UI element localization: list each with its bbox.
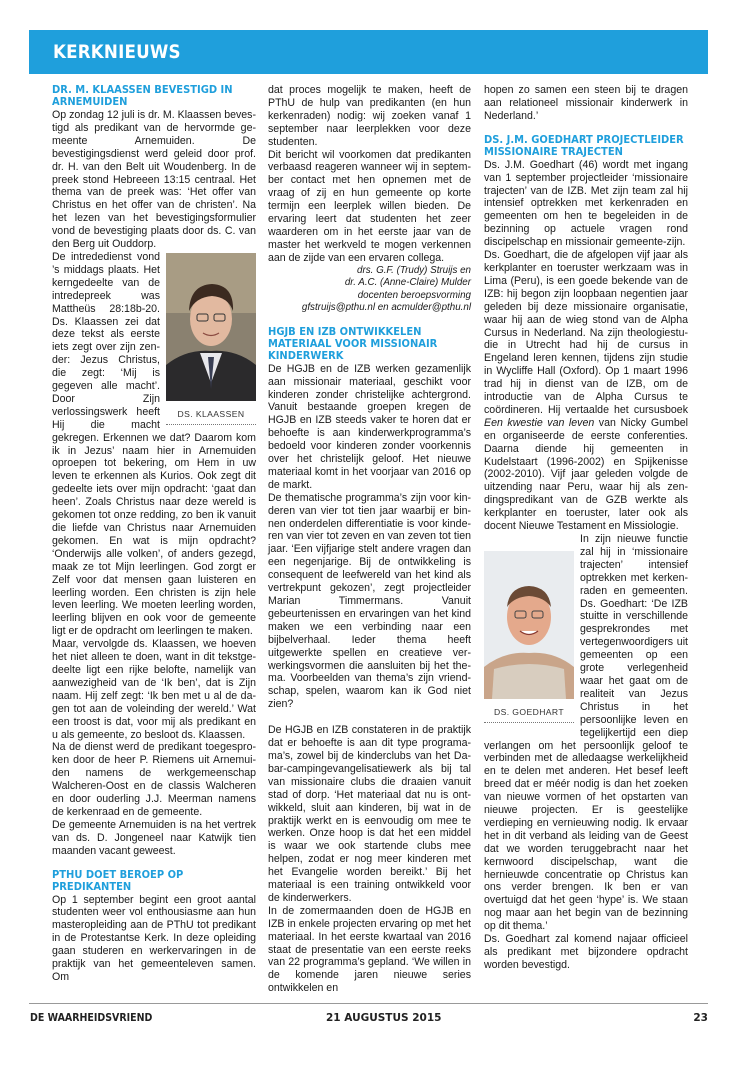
column-3: [484, 84, 688, 972]
article-title-klaassen: DR. M. KLAASSEN BEVESTIGD IN ARNEMUIDEN: [52, 83, 233, 108]
photo-caption-goedhart: DS. GOEDHART: [484, 703, 574, 723]
footer-page-number: 23: [693, 1012, 708, 1024]
text-run: van Nicky Gumbel en organiseerde de eerste conferenties. Daarna diende hij gemeenten in Kudelstaart (1996-2002) en Spijkenisse (2002-2010). Vijf jaar geleden volgde de uitzending naar Peru, waar hij als zendingspredikant van de GZB werkte als kerkplanter en toeruster, later ook als docent Nieuwe Testament en Missiologie.: [484, 416, 688, 533]
portrait-photo-klaassen: [166, 253, 256, 401]
paragraph: In de zomermaanden doen de HGJB en IZB in enkele projecten ervaring op met het materiaal. In het eerste kwartaal van 2016 staat de presentatie van een eerste reeks van 22 programma’s gepland. ‘We willen in de komende jaren nieuwe series ontwikkelen en: [268, 904, 471, 995]
paragraph: Op zondag 12 juli is dr. M. Klaassen bevestigd als predikant van de hervormde gemeente Arnemuiden. De bevestigingsdienst werd geleid door prof. dr. H. van den Belt uit Woudenberg. In de preek stond Hebreeen 13:15 centraal. Het thema van de preek was: ‘Het offer van Christus en het offer van de christen’. Na het lezen van het bevestigingsformulier vond de bevestiging plaats door ds. C. van den Berg uit Ouddorp.: [52, 109, 256, 251]
photo-klaassen-figure: [166, 253, 256, 425]
photo-caption-klaassen: DS. KLAASSEN: [166, 405, 256, 425]
paragraph: De intrededienst vond ’s middags plaats. Het kerngedeelte van de intredepreek was Mattheüs 28:18b-20. Ds. Klaassen zei dat deze tekst als eerste iets zegt over zijn zender: Jezus Christus, die zegt: ‘Mij is gegeven alle macht’. Door Zijn verlossingswerk heeft Hij die macht gekregen. Erkennen we dat? Daarom kom ik in Jezus’ naam hier in Arnemuiden oproepen tot bekering, om Hem in uw leven te erkennen als Kurios. Ook zegt dit gedeelte iets over mijn opdracht: ‘gaat dan heen’. Zoals Christus naar deze wereld is gekomen tot onze redding, zo ben ik vanuit die liefde van Christus naar Arnemuiden gekomen. En wat is mijn opdracht? ‘Onderwijs alle volken’, of anders gezegd, maak ze tot Mijn leerlingen. God zorgt er Zelf voor dat mensen gaan luisteren en leerling worden. Een christen is zijn hele leven leerling. We moeten leerling worden, leerling blijven en ook voor de gemeente ligt er de opdracht om leerlingen te maken.: [52, 250, 256, 638]
paragraph-gap: [268, 711, 471, 724]
article-title-goedhart: DS. J.M. GOEDHART PROJECTLEIDER MISSIONAIRE TRAJECTEN: [484, 132, 684, 158]
paragraph: De HGJB en IZB constateren in de praktijk dat er behoefte is aan dit type programama’s, zowel bij de kinderclubs van het Dabar-campingevangelisatiewerk als bij tal van missionaire clubs die draaien vanuit stad of dorp. ‘Het materiaal dat nu is ontwikkeld, sluit aan kinderen, bij wat in de praktijk werkt en is eenvoudig om mee te werken. Onze hoop is dat het een middel is waar we ook startende clubs mee helpen, zodat er nog meer kinderen met het Evangelie worden bereikt.’ Bij het materiaal is een training ontwikkeld voor de kinderwerkers.: [268, 724, 471, 904]
signature-email: gfstruijs@pthu.nl en acmulder@pthu.nl: [301, 302, 471, 314]
footer-date: 21 AUGUSTUS 2015: [326, 1012, 442, 1024]
paragraph: Maar, vervolgde ds. Klaassen, we hoeven het niet alleen te doen, want in dit tekstgedeelte ligt een rijke belofte, namelijk van aanwezigheid van de ‘Ik ben’, dat is Zijn naam. Hij zelf zegt: ‘Ik ben met u al de dagen tot aan de voleinding der wereld.’ Wat een troost is dat, voor mij als predikant en u als gemeente, zo besloot ds. Klaassen.: [52, 638, 256, 741]
signature-line: docenten beroepsvorming: [357, 289, 471, 301]
paragraph: In zijn nieuwe functie zal hij in ‘missionaire trajecten’ intensief optrekken met kerkenraden en gemeenten. Ds. Goedhart: ‘De IZB stuitte in verschillende gesprekrondes met vertegenwoordigers uit gemeenten op een grote verlegenheid waar het gaat om de realiteit van Jezus Christus in het persoonlijke leven en tegelijkertijd een diep verlangen om het persoonlijk geloof te verbinden met de alledaagse werkelijkheid en te delen met anderen. Het besef leeft breed dat er méér nodig is dan het zoeken van nieuwe vormen of het opstarten van nieuwe projecten. Er is geestelijke verdieping en vernieuwing nodig. Ik ervaar het in dit verband als leiding van de Geest dat we worden teruggebracht naar het kernwoord discipelschap, want die hernieuwde concentratie op Christus kan ons verder brengen. Ik ben er van overtuigd dat het geen ‘hype’ is. We staan nog maar aan het begin van de bezinning op dit thema.’: [484, 533, 688, 933]
paragraph: dat proces mogelijk te maken, heeft de PThU de hulp van predikanten (en hun kerkenraden) nodig: wij zoeken vanaf 1 september naar leerplekken voor deze studenten.: [268, 84, 471, 148]
paragraph: De thematische programma’s zijn voor kinderen van vier tot tien jaar waarbij er binnen onderdelen differentiatie is voor kinderen van vier tot zeven en van zeven tot tien jaar. ‘Een vijfjarige stelt andere vragen dan een negenjarige. Bij de ontwikkeling is consequent de leefwereld van het kind als vertrekpunt gekozen’, zegt projectleider Marian Timmermans. Vanuit gebeurtenissen en ervaringen van het kind maken we een verbinding naar een bijbelverhaal. Ieder thema heeft uitgewerkte spellen en creatieve verwerkingsvormen die aansluiten bij het thema. Voorbeelden van thema’s zijn vriendschap, spelen, waarom kan ik God niet zien?: [268, 491, 471, 711]
paragraph: De gemeente Arnemuiden is na het vertrek van ds. D. Jongeneel naar Katwijk tien maanden vacant geweest.: [52, 818, 256, 857]
signature-line: dr. A.C. (Anne-Claire) Mulder: [344, 277, 471, 289]
signature-line: drs. G.F. (Trudy) Struijs en: [357, 264, 471, 276]
photo-goedhart-figure: [484, 551, 574, 723]
footer-magazine-name: DE WAARHEIDSVRIEND: [30, 1012, 153, 1024]
book-title: Een kwestie van leven: [484, 416, 595, 429]
paragraph: Op 1 september begint een groot aantal studenten weer vol enthousiasme aan hun masteropleiding aan de PThU tot predikant in de Protestantse Kerk. In deze opleiding gaan studeren en werkervaringen in de praktijk van het gemeenteleven samen. Om: [52, 893, 256, 983]
paragraph: Ds. Goedhart zal komend najaar officieel als predikant met bijzondere opdracht worden bevestigd.: [484, 933, 688, 971]
section-title: KERKNIEUWS: [53, 41, 181, 63]
paragraph: Na de dienst werd de predikant toegesproken door de heer P. Riemens uit Arnemuiden namens de werkgemeenschap Walcheren-Oost en de classis Walcheren en door ouderling J.J. Meerman namens de kerkenraad en de gemeente.: [52, 741, 256, 818]
paragraph: [484, 249, 688, 533]
paragraph: De HGJB en de IZB werken gezamenlijk aan missionair materiaal, geschikt voor kinderen zonder christelijke achtergrond. Vanuit bestaande groepen kregen de HGJB en IZB steeds vaker te horen dat er behoefte is aan kinderwerkprogramma’s bedoeld voor kinderen zonder voorkennis over het christelijk geloof. Het nieuwe materiaal komt in het voorjaar van 2016 op de markt.: [268, 362, 471, 491]
article-title-pthu: PTHU DOET BEROEP OP PREDIKANTEN: [52, 867, 184, 893]
footer-divider: [29, 1003, 708, 1004]
paragraph: Ds. J.M. Goedhart (46) wordt met ingang van 1 september projectleider ‘missionaire trajecten’ van de IZB. Met zijn team zal hij intensief optrekken met kerkenraden en gemeenten om hen te begeleiden in de bezinning op actuele vragen rond discipelschap en missionair gemeente-zijn.: [484, 158, 688, 249]
article-title-hgjb-izb: HGJB EN IZB ONTWIKKELEN MATERIAAL VOOR MISSIONAIR KINDERWERK: [268, 324, 438, 362]
text-run: Ds. Goedhart, die de afgelopen vijf jaar als kerkplanter en toeruster werkzaam was in Lima (Peru), is een goede bekende van de IZB: hij begon zijn loopbaan negentien jaar geleden bij deze missionaire organisatie, waar hij aan de wieg stond van de Alpha Cursus in Nederland. Na zijn theologiestudie in Utrecht had hij de cursus in Engeland leren kennen, tijdens zijn studie in Wycliffe Hall (Oxford). Op 1 maart 1996 trad hij in dienst van de IZB, om de introductie van de Alpha Cursus te coördineren. Hij vertaalde het cursusboek: [484, 249, 688, 416]
column-1: [52, 84, 256, 984]
paragraph: hopen zo samen een steen bij te dragen aan relationeel missionair kinderwerk in Nederland.’: [484, 84, 688, 122]
column-2: [268, 84, 471, 995]
paragraph: Dit bericht wil voorkomen dat predikanten verbaasd reageren wanneer wij in september contact met hen opnemen met de vraag of zij en hun gemeente op korte termijn een leerplek willen bieden. De ervaring leert dat studenten het zeer waarderen om in het eerste jaar van de master het werkveld te mogen verkennen aan de zijde van een ervaren collega.: [268, 148, 471, 264]
portrait-photo-goedhart: [484, 551, 574, 699]
